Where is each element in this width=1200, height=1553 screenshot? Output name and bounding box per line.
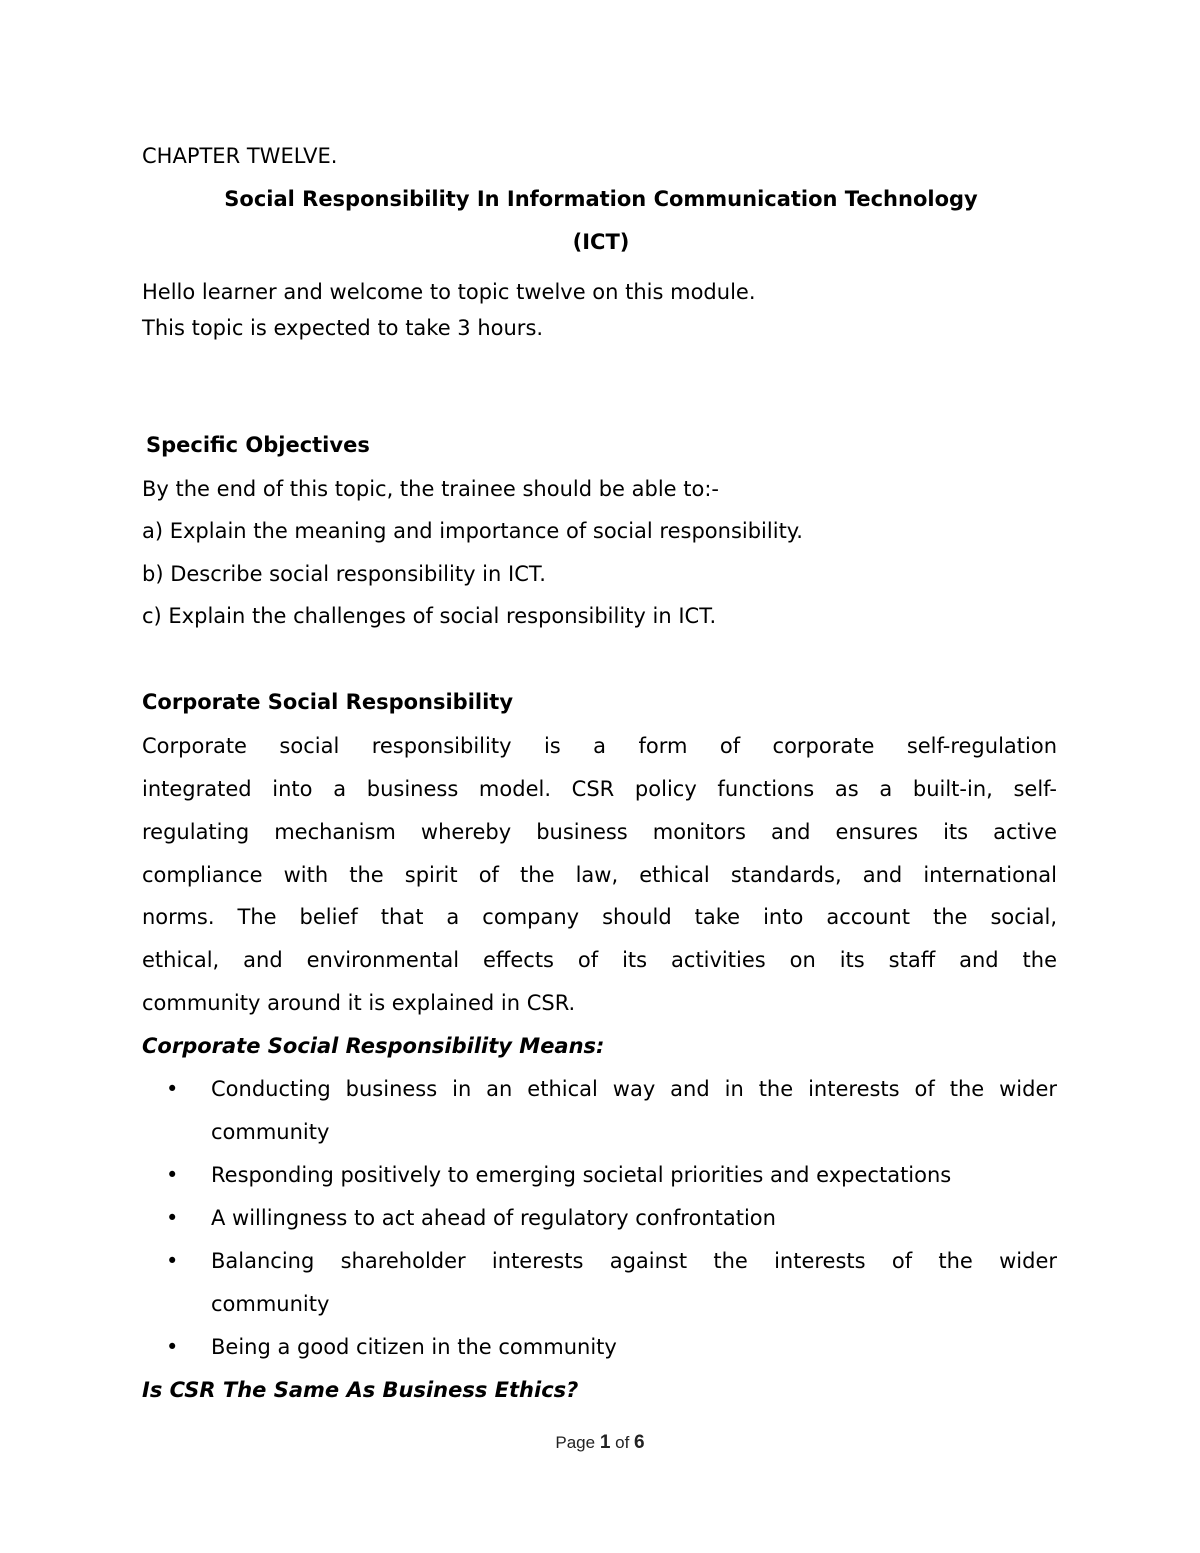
page-title-line-1: Social Responsibility In Information Communication Technology xyxy=(224,187,978,211)
csr-paragraph-line: norms. The belief that a company should take into account the social, xyxy=(142,905,1057,929)
csr-paragraph-line: compliance with the spirit of the law, ethical standards, and international xyxy=(142,863,1057,887)
list-item-text: Being a good citizen in the community xyxy=(211,1335,617,1359)
intro-line-2: This topic is expected to take 3 hours. xyxy=(142,316,544,340)
of-word: of xyxy=(615,1433,630,1452)
bullet-icon: • xyxy=(166,1206,179,1230)
page-word: Page xyxy=(555,1433,596,1452)
objective-item-c: c) Explain the challenges of social responsibility in ICT. xyxy=(142,604,717,628)
next-section-heading: Is CSR The Same As Business Ethics? xyxy=(142,1378,579,1402)
bullet-icon: • xyxy=(166,1077,179,1101)
csr-means-heading: Corporate Social Responsibility Means: xyxy=(142,1034,605,1058)
csr-paragraph-line: regulating mechanism whereby business monitors and ensures its active xyxy=(142,820,1057,844)
page-number: 1 xyxy=(599,1432,611,1453)
objective-item-a: a) Explain the meaning and importance of social responsibility. xyxy=(142,519,803,543)
list-item-text: Conducting business in an ethical way and in the interests of the wider xyxy=(211,1077,1057,1101)
objectives-lead: By the end of this topic, the trainee should be able to:- xyxy=(142,477,720,501)
page-footer xyxy=(0,1432,1200,1454)
csr-heading: Corporate Social Responsibility xyxy=(142,690,514,714)
objectives-heading: Specific Objectives xyxy=(146,433,370,457)
csr-paragraph-line: Corporate social responsibility is a form of corporate self-regulation xyxy=(142,734,1057,758)
csr-paragraph-line: ethical, and environmental effects of its activities on its staff and the xyxy=(142,948,1057,972)
bullet-icon: • xyxy=(166,1163,179,1187)
list-item-text: Responding positively to emerging societal priorities and expectations xyxy=(211,1163,952,1187)
list-item-text-cont: community xyxy=(211,1120,330,1144)
csr-paragraph-last-line: community around it is explained in CSR. xyxy=(142,991,576,1015)
bullet-icon: • xyxy=(166,1249,179,1273)
list-item-text: Balancing shareholder interests against the interests of the wider xyxy=(211,1249,1057,1273)
list-item-text: A willingness to act ahead of regulatory confrontation xyxy=(211,1206,776,1230)
page-title-line-2: (ICT) xyxy=(572,230,630,254)
total-pages: 6 xyxy=(634,1432,645,1453)
csr-paragraph-line: integrated into a business model. CSR policy functions as a built-in, self- xyxy=(142,777,1057,801)
objective-item-b: b) Describe social responsibility in ICT. xyxy=(142,562,546,586)
list-item-text-cont: community xyxy=(211,1292,330,1316)
intro-line-1: Hello learner and welcome to topic twelve on this module. xyxy=(142,280,756,304)
chapter-label: CHAPTER TWELVE. xyxy=(142,144,338,168)
bullet-icon: • xyxy=(166,1335,179,1359)
